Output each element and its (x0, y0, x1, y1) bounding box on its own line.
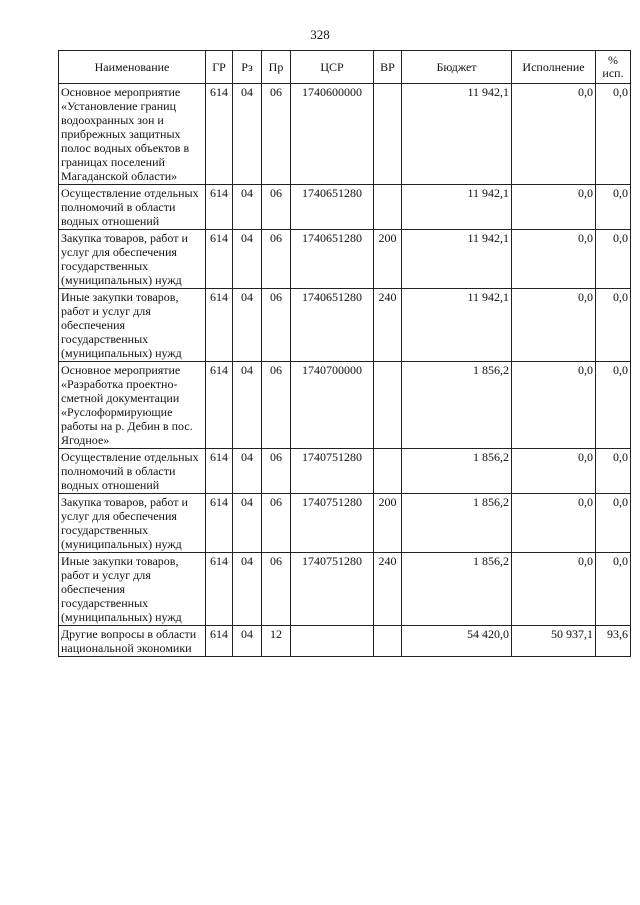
row-vr (374, 84, 402, 185)
row-name: Основное мероприятие «Установление границ водоохранных зон и прибрежных защитных полос водных объектов в границах поселений Магаданской области» (59, 84, 206, 185)
row-gr: 614 (206, 494, 233, 553)
row-name: Иные закупки товаров, работ и услуг для обеспечения государственных (муниципальных) нужд (59, 553, 206, 626)
table-row (59, 289, 631, 362)
row-budget: 1 856,2 (402, 362, 512, 449)
row-name: Основное мероприятие «Разработка проектно-сметной документации «Руслоформирующие работы на р. Дебин в пос. Ягодное» (59, 362, 206, 449)
row-csr (291, 626, 374, 657)
header-execution: Исполнение (512, 51, 596, 84)
row-name: Другие вопросы в области национальной экономики (59, 626, 206, 657)
row-pr: 06 (262, 185, 291, 230)
row-execution: 0,0 (512, 494, 596, 553)
table-body (59, 84, 631, 657)
header-percent (596, 51, 631, 84)
row-rz: 04 (233, 230, 262, 289)
row-percent: 0,0 (596, 289, 631, 362)
header-vr: ВР (374, 51, 402, 84)
table-row (59, 230, 631, 289)
row-csr: 1740600000 (291, 84, 374, 185)
row-csr: 1740700000 (291, 362, 374, 449)
row-execution: 0,0 (512, 362, 596, 449)
row-gr: 614 (206, 449, 233, 494)
row-execution: 0,0 (512, 449, 596, 494)
row-pr: 06 (262, 362, 291, 449)
row-gr: 614 (206, 185, 233, 230)
row-csr: 1740651280 (291, 230, 374, 289)
table-row (59, 626, 631, 657)
row-budget: 1 856,2 (402, 449, 512, 494)
row-execution: 0,0 (512, 185, 596, 230)
row-gr: 614 (206, 626, 233, 657)
row-vr (374, 185, 402, 230)
row-pr: 06 (262, 553, 291, 626)
row-vr (374, 449, 402, 494)
row-percent: 0,0 (596, 230, 631, 289)
row-gr: 614 (206, 362, 233, 449)
row-execution: 0,0 (512, 553, 596, 626)
row-pr: 12 (262, 626, 291, 657)
row-rz: 04 (233, 185, 262, 230)
table-row (59, 185, 631, 230)
table-header-row (59, 51, 631, 84)
header-csr: ЦСР (291, 51, 374, 84)
row-execution: 0,0 (512, 230, 596, 289)
header-name: Наименование (59, 51, 206, 84)
row-pr: 06 (262, 449, 291, 494)
row-pr: 06 (262, 289, 291, 362)
row-name: Осуществление отдельных полномочий в области водных отношений (59, 449, 206, 494)
table-row (59, 449, 631, 494)
header-pr: Пр (262, 51, 291, 84)
row-vr (374, 626, 402, 657)
row-csr: 1740751280 (291, 494, 374, 553)
table-row (59, 553, 631, 626)
row-rz: 04 (233, 626, 262, 657)
row-csr: 1740751280 (291, 449, 374, 494)
row-vr: 200 (374, 230, 402, 289)
row-vr (374, 362, 402, 449)
budget-table (58, 50, 631, 657)
row-budget: 11 942,1 (402, 84, 512, 185)
row-rz: 04 (233, 84, 262, 185)
row-rz: 04 (233, 494, 262, 553)
row-gr: 614 (206, 289, 233, 362)
row-execution: 0,0 (512, 289, 596, 362)
page-number: 328 (310, 27, 330, 42)
row-name: Закупка товаров, работ и услуг для обеспечения государственных (муниципальных) нужд (59, 230, 206, 289)
row-csr: 1740651280 (291, 185, 374, 230)
row-gr: 614 (206, 84, 233, 185)
table-row (59, 494, 631, 553)
row-pr: 06 (262, 230, 291, 289)
header-gr: ГР (206, 51, 233, 84)
table-row (59, 362, 631, 449)
row-percent: 93,6 (596, 626, 631, 657)
row-budget: 1 856,2 (402, 553, 512, 626)
row-name: Закупка товаров, работ и услуг для обеспечения государственных (муниципальных) нужд (59, 494, 206, 553)
row-name: Иные закупки товаров, работ и услуг для обеспечения государственных (муниципальных) нужд (59, 289, 206, 362)
row-csr: 1740751280 (291, 553, 374, 626)
row-execution: 50 937,1 (512, 626, 596, 657)
row-percent: 0,0 (596, 494, 631, 553)
row-budget: 11 942,1 (402, 185, 512, 230)
row-vr: 240 (374, 553, 402, 626)
row-budget: 1 856,2 (402, 494, 512, 553)
row-budget: 54 420,0 (402, 626, 512, 657)
row-execution: 0,0 (512, 84, 596, 185)
header-percent-sign: % (608, 53, 618, 67)
row-rz: 04 (233, 289, 262, 362)
table-row (59, 84, 631, 185)
row-name: Осуществление отдельных полномочий в области водных отношений (59, 185, 206, 230)
row-percent: 0,0 (596, 553, 631, 626)
row-percent: 0,0 (596, 84, 631, 185)
row-percent: 0,0 (596, 449, 631, 494)
header-rz: Рз (233, 51, 262, 84)
header-budget: Бюджет (402, 51, 512, 84)
row-percent: 0,0 (596, 362, 631, 449)
row-pr: 06 (262, 84, 291, 185)
row-percent: 0,0 (596, 185, 631, 230)
row-gr: 614 (206, 553, 233, 626)
row-csr: 1740651280 (291, 289, 374, 362)
row-rz: 04 (233, 362, 262, 449)
row-vr: 240 (374, 289, 402, 362)
row-gr: 614 (206, 230, 233, 289)
row-rz: 04 (233, 449, 262, 494)
row-vr: 200 (374, 494, 402, 553)
row-budget: 11 942,1 (402, 230, 512, 289)
row-budget: 11 942,1 (402, 289, 512, 362)
row-pr: 06 (262, 494, 291, 553)
header-percent-label: исп. (602, 66, 624, 80)
row-rz: 04 (233, 553, 262, 626)
